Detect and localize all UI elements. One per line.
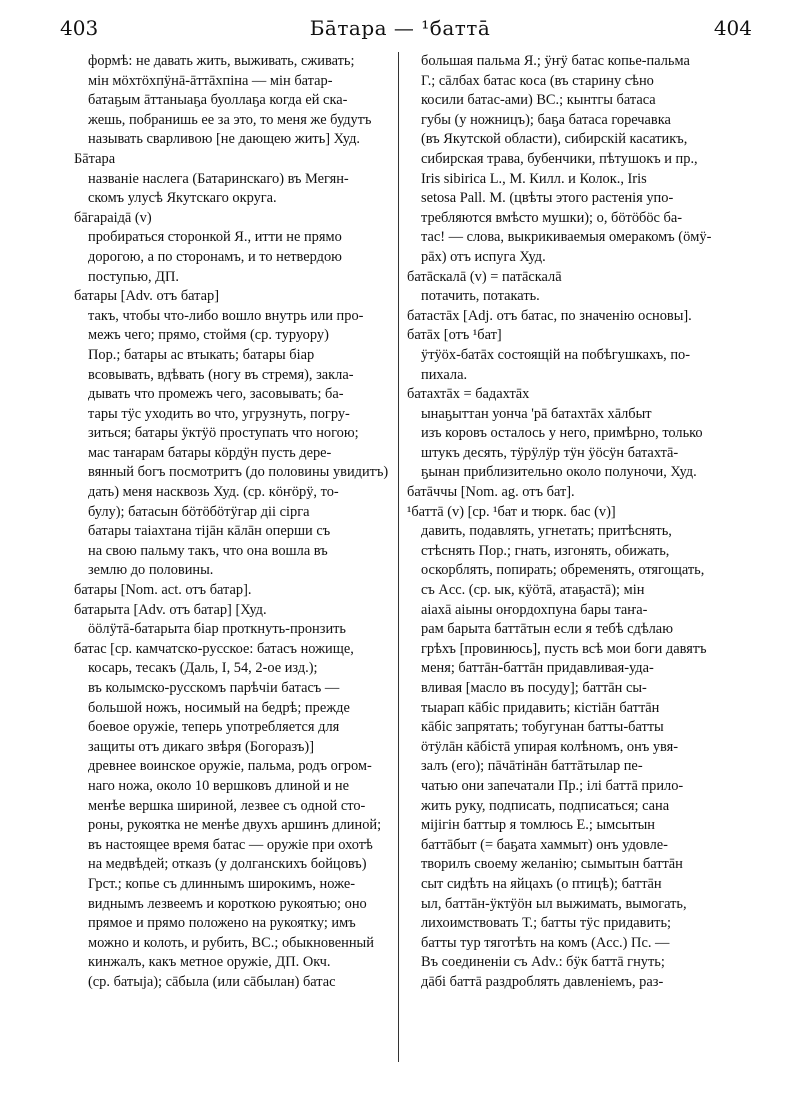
entry-text-line: на свою пальму такъ, что она вошла въ xyxy=(88,542,328,559)
entry-headword-line: батас [ср. камчатско-русское: батасъ ножище, xyxy=(74,640,354,657)
entry-text-line: большая пальма Я.; ӱҥӱ батас копье-пальма xyxy=(421,53,690,69)
entry-text-line: Г.; сāлбах батас коса (въ старину сѣно xyxy=(421,72,654,89)
entry-text-line: потачить, потакать. xyxy=(421,288,540,305)
entry-text-line: булу); батасын бӧтӧбӧтӱгар діі сірга xyxy=(88,503,310,520)
entry-text-line: можно и колоть, и рубить, ВС.; обыкновенный xyxy=(88,934,374,951)
column-divider xyxy=(398,52,399,1062)
entry-text-line: въ настоящее время батас — оружіе при охотѣ xyxy=(88,836,373,853)
entry-text-line: кинжалъ, какъ метное оружіе, ДП. Окч. xyxy=(88,954,331,971)
entry-text-line: боевое оружіе, теперь употребляется для xyxy=(88,719,340,736)
entry-text-line: дывать что промежъ чего, засовывать; ба- xyxy=(88,386,344,403)
entry-text-line: названіе наслега (Батаринскаго) въ Мегян- xyxy=(88,170,349,187)
entry-text-line: виднымъ лезвеемъ и короткою рукоятью; оно xyxy=(88,895,367,912)
entry-text-line: ынаҕыттан уонча 'рā батахтāх хāлбыт xyxy=(421,405,652,422)
entry-text-line: setosa Pall. М. (цвѣты этого растенія упо- xyxy=(421,190,674,207)
entry-text-line: Iris sibirica L., М. Килл. и Колок., Iris xyxy=(421,170,647,187)
entry-headword-line: батары [Adv. отъ батар] xyxy=(74,288,219,305)
right-column xyxy=(407,52,725,993)
entry-text-line: кāбіс запрятать; тобугунан батты-батты xyxy=(421,719,664,736)
entry-text-line: батты тур тяготѣть на комъ (Acc.) Пс. — xyxy=(421,934,670,951)
entry-text-line: ӧӧлӱтā-батарыта біар проткнуть-пронзить xyxy=(88,621,346,638)
entry-text-line: аіахā аіыны оҥордохпуна бары таҥа- xyxy=(421,601,648,618)
entry-text-line: меня; баттāн-баттāн придавливая-уда- xyxy=(421,660,654,677)
entry-headword-line: ¹баттā (v) [ср. ¹бат и тюрк. бас (v)] xyxy=(407,503,616,520)
entry-text-line: сыт сидѣть на яйцахъ (о птицѣ); баттāн xyxy=(421,875,662,892)
entry-text-line: такъ, чтобы что-либо вошло внутрь или про- xyxy=(88,307,364,324)
entry-text-line: роны, рукоятка не менѣе двухъ аршинъ длиной; xyxy=(88,817,382,834)
running-title: Бāтара — ¹баттā xyxy=(309,16,491,40)
entry-headword-line: батāччы [Nom. ag. отъ бат]. xyxy=(407,484,575,501)
entry-headword-line: батары [Nom. act. отъ батар]. xyxy=(74,582,252,599)
entry-text-line: Пор.; батары ас втыкать; батары біар xyxy=(88,346,315,363)
entry-text-line: грѣхъ [провинюсь], пусть всѣ мои боги давятъ xyxy=(421,640,707,657)
entry-text-line: оскорблять, попирать; обременять, отягощать, xyxy=(421,562,705,579)
entry-text-line: батаҕым āттаныаҕа буоллаҕа когда ей ска- xyxy=(88,92,348,109)
entry-text-line: давить, подавлять, угнетать; притѣснять, xyxy=(421,523,672,540)
entry-text-line: мас таҥарам батары кӧрдӱн пусть дере- xyxy=(88,444,332,461)
entry-text-line: на медвѣдей; отказъ (у долганскихъ бойцовъ) xyxy=(88,856,367,873)
entry-text-line: залъ (его); пāчāтінāн баттāтылар пе- xyxy=(421,758,643,775)
entry-text-line: тас! — слова, выкрикиваемыя омеракомъ (ӧмӱ- xyxy=(421,229,712,246)
entry-headword-line: батарыта [Adv. отъ батар] [Худ. xyxy=(74,601,267,618)
entry-text-line: требляются вмѣсто мушки); о, бӧтӧбӧс ба- xyxy=(421,209,683,226)
entry-text-line: лихоимствовать Т.; батты тӱс придавить; xyxy=(421,915,672,932)
entry-text-line: ӧтӱлāн кāбістā упирая колѣномъ, онъ увя- xyxy=(421,738,679,755)
entry-text-line: баттāбыт (= баҕата хаммыт) онъ удовле- xyxy=(421,836,668,853)
entry-headword-line: бāгараідā (v) xyxy=(74,209,152,226)
entry-headword-line: Бāтара xyxy=(74,150,116,167)
entry-text-line: ҕынан приблизительно около полуночи, Худ. xyxy=(421,464,697,481)
entry-text-line: поступью, ДП. xyxy=(88,268,179,285)
entry-text-line: пихала. xyxy=(421,366,468,383)
entry-headword-line: батāх [отъ ¹бат] xyxy=(407,327,502,344)
entry-text-line: косарь, тесакъ (Даль, I, 54, 2-ое изд.); xyxy=(88,660,318,677)
entry-text-line: всовывать, вдѣвать (ногу въ стремя), закла- xyxy=(88,366,354,383)
left-column xyxy=(74,52,392,993)
entry-text-line: формѣ: не давать жить, выживать, сживать; xyxy=(88,53,355,69)
entry-text-line: въ колымско-русскомъ парѣчіи батасъ — xyxy=(88,680,340,696)
entry-text-line: рам барыта баттāтын если я тебѣ сдѣлаю xyxy=(421,621,673,638)
entry-text-line: ӱтӱӧх-батāх состоящій на побѣгушкахъ, по- xyxy=(421,346,691,363)
entry-text-line: дать) меня насквозь Худ. (ср. кӧҥӧрӱ, то- xyxy=(88,484,339,501)
entry-text-line: жешь, побранишь ее за это, то меня же будутъ xyxy=(88,111,372,128)
entry-text-line: тары тӱс уходить во что, угрузнуть, погру- xyxy=(88,405,350,422)
entry-text-line: ыл, баттāн-ӱктӱӧн ыл выжимать, вымогать, xyxy=(421,895,687,912)
entry-text-line: скомъ улусѣ Якутскаго округа. xyxy=(88,190,277,207)
entry-text-line: штукъ десять, тӱрӱлӱр тӱн ӱӧсӱн батахтā- xyxy=(421,444,679,461)
entry-text-line: дорогою, а по сторонамъ, и то нетвердою xyxy=(88,248,342,265)
entry-text-line: чатью они запечатали Пр.; ілі баттā прило- xyxy=(421,777,684,794)
entry-text-line: древнее воинское оружіе, пальма, родъ огром- xyxy=(88,758,372,775)
entry-text-line: батары таіахтана тіјāн кāлāн оперши съ xyxy=(88,523,331,540)
entry-text-line: защиты отъ дикаго звѣря (Богоразъ)] xyxy=(88,738,315,755)
page-number-left: 403 xyxy=(60,16,99,40)
page-number-right: 404 xyxy=(713,16,752,40)
entry-text-line: міјігін баттыр я томлюсь Е.; ымсытын xyxy=(421,817,655,834)
entry-text-line: зиться; батары ӱктӱӧ проступать что ногою; xyxy=(88,425,359,442)
entry-headword-line: батахтāх = бадахтāх xyxy=(407,386,530,403)
entry-text-line: (ср. батыја); сāбыла (или сāбылан) батас xyxy=(88,973,336,990)
entry-text-line: дāбі баттā раздроблять давленіемъ, раз- xyxy=(421,973,664,990)
entry-text-line: изъ коровъ осталось у него, примѣрно, только xyxy=(421,425,703,442)
entry-text-line: творилъ своему желанію; сымытын баттāн xyxy=(421,856,683,873)
entry-text-line: губы (у ножницъ); баҕа батаса горечавка xyxy=(421,111,671,128)
entry-text-line: съ Acc. (ср. ык, кӱӧтā, атаҕастā); мін xyxy=(421,582,645,599)
entry-text-line: большой ножъ, носимый на бедрѣ; прежде xyxy=(88,699,350,716)
entry-text-line: пробираться сторонкой Я., итти не прямо xyxy=(88,229,342,246)
entry-text-line: наго ножа, около 10 вершковъ длиной и не xyxy=(88,777,350,794)
entry-headword-line: батастāх [Adj. отъ батас, по значенію основы]. xyxy=(407,307,692,324)
entry-text-line: землю до половины. xyxy=(88,562,214,579)
entry-text-line: менѣе вершка шириной, лезвее съ одной сто- xyxy=(88,797,366,814)
entry-text-line: мін мӧхтӧхпӱнā-āттāхпіна — мін батар- xyxy=(88,72,333,89)
entry-text-line: называть сварливою [не дающею жить] Худ. xyxy=(88,131,360,148)
entry-text-line: рāх) отъ испуга Худ. xyxy=(421,248,546,265)
entry-text-line: Грст.; копье съ длиннымъ широкимъ, ноже- xyxy=(88,875,356,892)
entry-text-line: прямое и прямо положено на рукоятку; имъ xyxy=(88,915,356,932)
entry-text-line: косили батас-ами) ВС.; кынтгы батаса xyxy=(421,92,656,109)
entry-text-line: сибирская трава, бубенчики, пѣтушокъ и пр., xyxy=(421,150,698,167)
entry-text-line: вянный богъ посмотритъ (до половины увидитъ) xyxy=(88,464,389,481)
entry-text-line: межъ чего; прямо, стоймя (ср. туруору) xyxy=(88,327,329,344)
entry-text-line: жить руку, подписать, подписаться; сана xyxy=(421,797,670,814)
entry-text-line: тыарап кāбіс придавить; кістіāн баттāн xyxy=(421,699,660,716)
entry-text-line: вливая [масло въ посуду]; баттāн сы- xyxy=(421,680,647,696)
entry-text-line: стѣснять Пор.; гнать, изгонять, обижать, xyxy=(421,542,670,559)
entry-headword-line: батāскалā (v) = патāскалā xyxy=(407,268,562,285)
page-header xyxy=(0,10,800,40)
entry-text-line: Въ соединеніи съ Adv.: бӱк баттā гнуть; xyxy=(421,954,665,971)
entry-text-line: (въ Якутской области), сибирскій касатикъ, xyxy=(421,131,688,148)
